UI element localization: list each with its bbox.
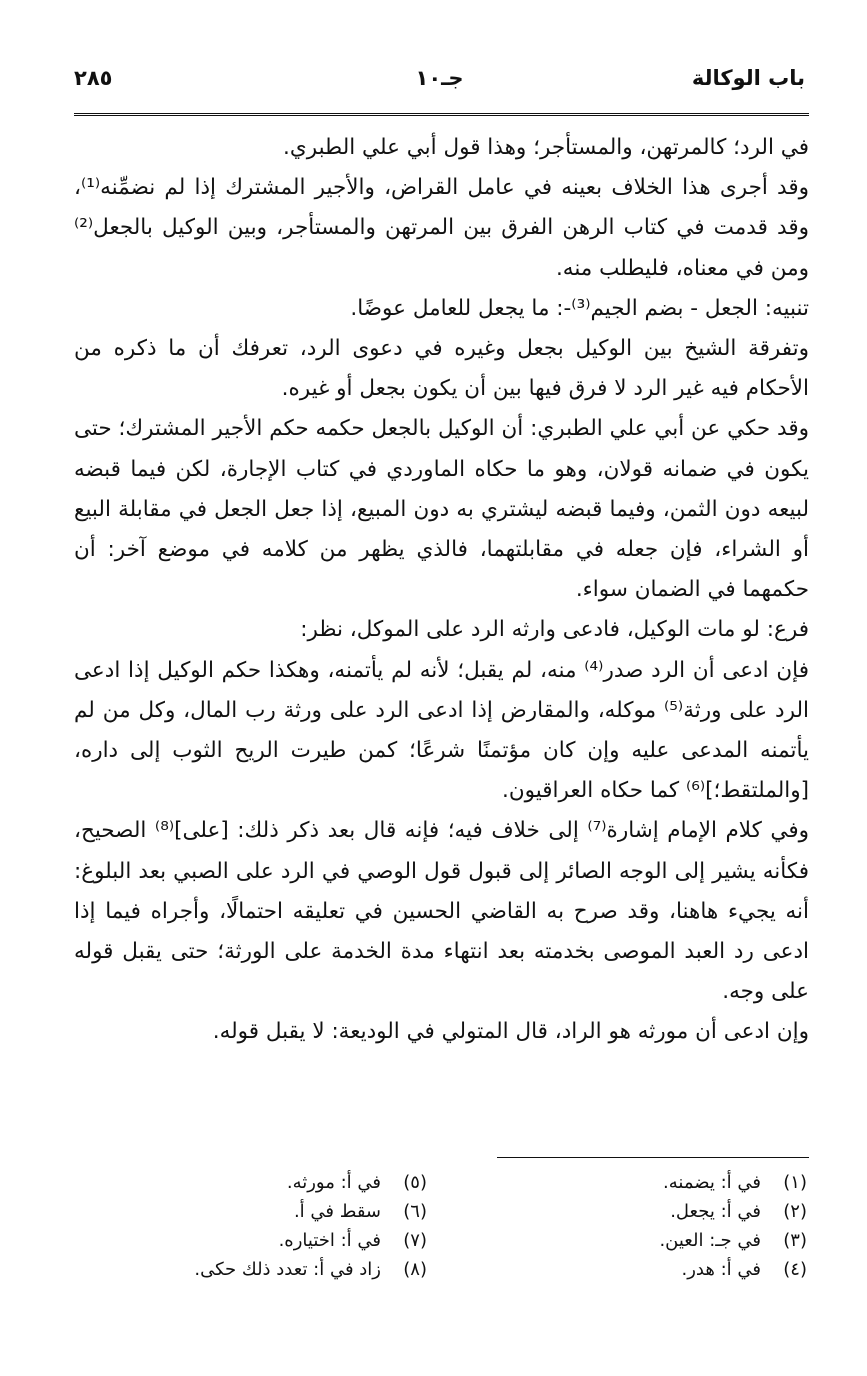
footnote-text: في أ: اختياره.	[278, 1230, 381, 1251]
volume-label: جـ١٠	[415, 66, 464, 90]
paragraph: وفي كلام الإمام إشارة⁽⁷⁾ إلى خلاف فيه؛ فإنه قال بعد ذكر ذلك: [على]⁽⁸⁾ الصحيح، فكأنه يشير إلى الوجه الصائر إلى قبول قول الوصي في الرد على الصبي بعد البلوغ: أنه يجيء هاهنا، وقد صرح به القاضي الحسين في تعليقه احتمالًا، وأجراه فيما إذا ادعى رد العبد الموصى بخدمته بعد انتهاء مدة الخدمة على الورثة؛ حتى يقبل قوله على وجه.	[74, 818, 810, 1005]
paragraph: تنبيه: الجعل - بضم الجيم⁽³⁾-: ما يجعل للعامل عوضًا.	[350, 295, 809, 321]
footnote-text: سقط في أ.	[293, 1201, 381, 1222]
page-header	[74, 62, 805, 102]
footnote-text: زاد في أ: تعدد ذلك حكى.	[194, 1259, 381, 1280]
footnote-number: (٤)	[783, 1259, 807, 1280]
paragraph: وتفرقة الشيخ بين الوكيل بجعل وغيره في دعوى الرد، تعرفك أن ما ذكره من الأحكام فيه غير الرد لا فرق فيها بين أن يكون بجعل أو غيره.	[74, 336, 809, 402]
footnote-column-right	[467, 1168, 807, 1284]
paragraph: وقد أجرى هذا الخلاف بعينه في عامل القراض، والأجير المشترك إذا لم نضمِّنه⁽¹⁾، وقد قدمت في كتاب الرهن الفرق بين المرتهن والمستأجر، وبين الوكيل بالجعل⁽²⁾ ومن في معناه، فليطلب منه.	[74, 175, 809, 281]
footnote	[87, 1226, 427, 1255]
paragraph: فإن ادعى أن الرد صدر⁽⁴⁾ منه، لم يقبل؛ لأنه لم يأتمنه، وهكذا حكم الوكيل إذا ادعى الرد على ورثة⁽⁵⁾ موكله، والمقارض إذا ادعى الرد على ورثة رب المال، وكل من لم يأتمنه المدعى عليه وإن كان مؤتمنًا شرعًا؛ كمن طيرت الريح الثوب إلى داره، [والملتقط؛]⁽⁶⁾ كما حكاه العراقيون.	[74, 657, 810, 804]
footnote-number: (٨)	[403, 1259, 427, 1280]
footnote-number: (٥)	[403, 1172, 427, 1193]
footnote-text: في أ: هدر.	[681, 1259, 761, 1280]
paragraph: وقد حكي عن أبي علي الطبري: أن الوكيل بالجعل حكمه حكم الأجير المشترك؛ حتى يكون في ضمانه قولان، وهو ما حكاه الماوردي في كتاب الإجارة، لكن فيما قبضه لبيعه دون الثمن، وفيما قبضه ليشتري به دون المبيع، إذا جعل الجعل في مقابلة البيع أو الشراء، فإن جعله في مقابلتهما، فالذي يظهر من كلامه في موضع آخر: أن حكمهما في الضمان سواء.	[74, 416, 809, 603]
header-rule	[74, 113, 809, 120]
footnote	[87, 1255, 427, 1284]
paragraph: فرع: لو مات الوكيل، فادعى وارثه الرد على الموكل، نظر:	[300, 617, 809, 643]
footnote	[87, 1168, 427, 1197]
footnote	[87, 1197, 427, 1226]
footnote-text: في أ: مورثه.	[286, 1172, 381, 1193]
paragraph: وإن ادعى أن مورثه هو الراد، قال المتولي في الوديعة: لا يقبل قوله.	[212, 1019, 809, 1045]
footnote-text: في أ: يجعل.	[670, 1201, 761, 1222]
footnote-number: (٧)	[403, 1230, 427, 1251]
footnote	[467, 1255, 807, 1284]
footnote-text: في أ: يضمنه.	[663, 1172, 761, 1193]
footnote	[467, 1226, 807, 1255]
footnote-rule	[497, 1157, 809, 1158]
footnote-number: (٣)	[783, 1230, 807, 1251]
footnote-number: (٢)	[783, 1201, 807, 1222]
page-number: ٢٨٥	[74, 66, 113, 90]
footnote	[467, 1197, 807, 1226]
footnote-text: في جـ: العين.	[659, 1230, 761, 1251]
chapter-title: باب الوكالة	[691, 66, 805, 90]
footnote	[467, 1168, 807, 1197]
main-text	[74, 128, 809, 1053]
footnote-number: (٦)	[403, 1201, 427, 1222]
footnote-number: (١)	[783, 1172, 807, 1193]
paragraph: في الرد؛ كالمرتهن، والمستأجر؛ وهذا قول أبي علي الطبري.	[283, 135, 809, 160]
footnote-column-left	[87, 1168, 427, 1284]
